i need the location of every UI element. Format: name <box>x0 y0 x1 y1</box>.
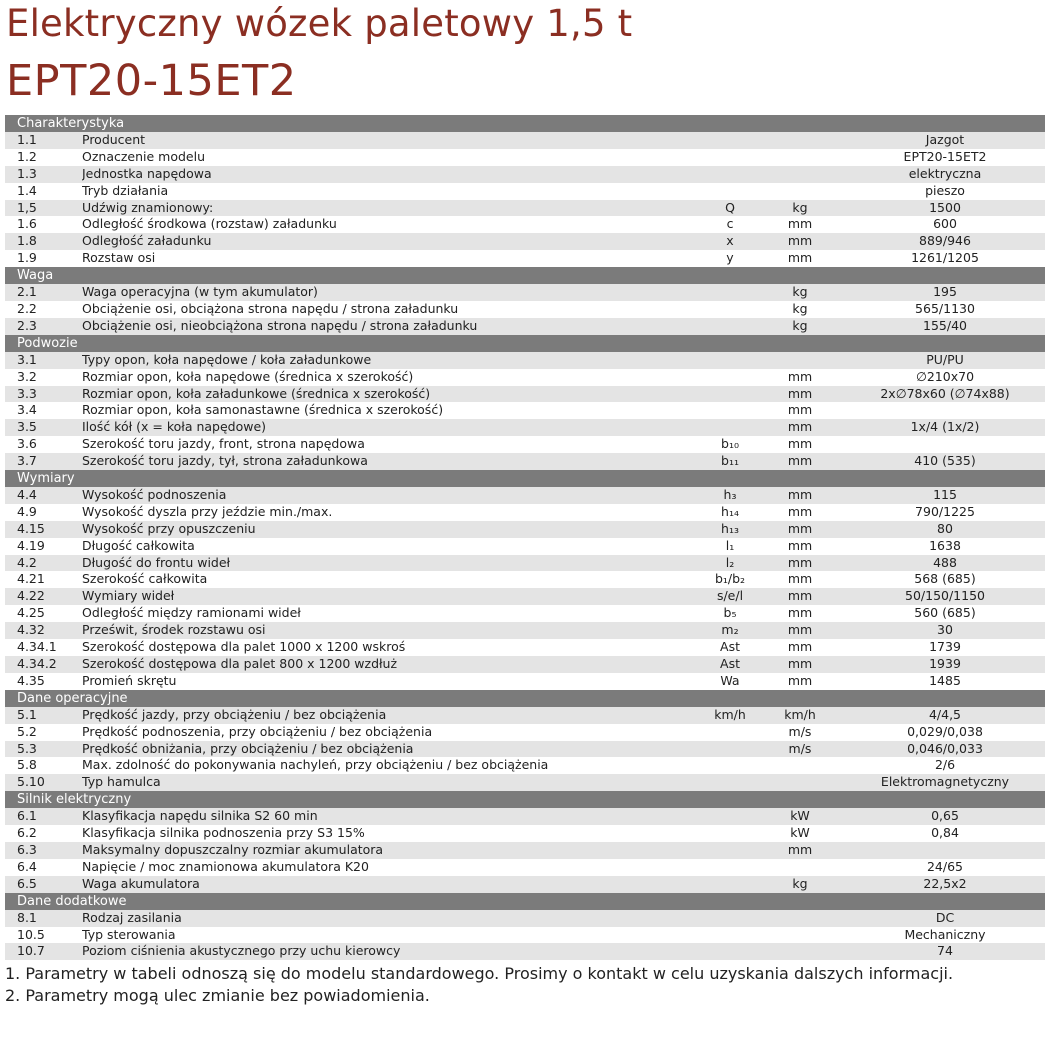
row-value: 568 (685) <box>914 571 976 587</box>
row-description: Rozmiar opon, koła napędowe (średnica x szerokość) <box>82 368 414 384</box>
row-description: Długość do frontu wideł <box>82 554 231 570</box>
row-value: 155/40 <box>923 317 967 333</box>
row-number: 3.1 <box>17 351 37 367</box>
table-row <box>5 284 1045 301</box>
row-value: 790/1225 <box>915 503 975 519</box>
row-number: 4.21 <box>17 571 45 587</box>
row-value: 1939 <box>929 655 961 671</box>
table-row <box>5 369 1045 386</box>
footnotes <box>5 963 1035 1007</box>
row-number: 4.2 <box>17 554 37 570</box>
table-row <box>5 741 1045 758</box>
page-title: Elektryczny wózek paletowy 1,5 t <box>6 2 633 45</box>
table-row <box>5 538 1045 555</box>
spec-table <box>5 115 1045 960</box>
row-number: 10.7 <box>17 943 45 959</box>
row-unit: mm <box>787 672 813 688</box>
row-number: 4.34.1 <box>17 639 57 655</box>
row-description: Tryb działania <box>82 182 169 198</box>
row-unit: kW <box>790 825 810 841</box>
row-number: 6.1 <box>17 808 37 824</box>
row-number: 6.3 <box>17 841 37 857</box>
row-description: Prędkość podnoszenia, przy obciążeniu / bez obciążenia <box>82 723 433 739</box>
row-description: Długość całkowita <box>82 537 195 553</box>
row-symbol: h₃ <box>723 487 737 503</box>
section-label: Dane operacyjne <box>17 690 128 706</box>
row-value: 24/65 <box>926 858 964 874</box>
row-number: 2.2 <box>17 301 37 317</box>
row-value: 1638 <box>929 537 961 553</box>
table-row <box>5 453 1045 470</box>
row-description: Prześwit, środek rozstawu osi <box>82 622 266 638</box>
row-symbol: y <box>726 250 734 266</box>
row-symbol: Ast <box>720 639 740 655</box>
row-value: elektryczna <box>908 165 982 181</box>
row-unit: kg <box>792 284 808 300</box>
row-number: 4.22 <box>17 588 45 604</box>
row-number: 5.2 <box>17 723 37 739</box>
row-unit: m/s <box>788 740 812 756</box>
section-label: Wymiary <box>17 471 75 487</box>
row-value: 30 <box>937 622 953 638</box>
section-header <box>5 893 1045 910</box>
row-unit: mm <box>787 487 813 503</box>
row-description: Wysokość podnoszenia <box>82 487 227 503</box>
row-number: 4.32 <box>17 622 45 638</box>
row-unit: mm <box>787 639 813 655</box>
table-row <box>5 419 1045 436</box>
table-row <box>5 183 1045 200</box>
row-value: Elektromagnetyczny <box>880 774 1010 790</box>
row-description: Rozmiar opon, koła załadunkowe (średnica x szerokość) <box>82 385 431 401</box>
row-value: 1500 <box>929 199 961 215</box>
section-label: Dane dodatkowe <box>17 893 127 909</box>
row-unit: km/h <box>784 706 816 722</box>
section-label: Silnik elektryczny <box>17 792 132 808</box>
table-row <box>5 774 1045 791</box>
table-row <box>5 656 1045 673</box>
row-description: Typ sterowania <box>82 926 176 942</box>
row-description: Waga operacyjna (w tym akumulator) <box>82 284 318 300</box>
table-row <box>5 301 1045 318</box>
table-row <box>5 352 1045 369</box>
row-value: 4/4,5 <box>928 706 962 722</box>
row-number: 1.4 <box>17 182 37 198</box>
table-row <box>5 910 1045 927</box>
row-unit: mm <box>787 503 813 519</box>
row-description: Jednostka napędowa <box>82 165 212 181</box>
table-row <box>5 216 1045 233</box>
row-symbol: b₅ <box>723 605 737 621</box>
row-value: 50/150/1150 <box>905 588 985 604</box>
row-number: 1,5 <box>17 199 37 215</box>
table-row <box>5 250 1045 267</box>
row-symbol: x <box>726 233 734 249</box>
row-symbol: l₁ <box>725 537 735 553</box>
row-unit: kg <box>792 875 808 891</box>
row-value: PU/PU <box>926 351 964 367</box>
table-row <box>5 757 1045 774</box>
row-unit: kg <box>792 301 808 317</box>
row-symbol: h₁₃ <box>721 520 739 536</box>
section-header <box>5 791 1045 808</box>
row-value: EPT20-15ET2 <box>903 148 987 164</box>
row-value: Mechaniczny <box>904 926 986 942</box>
row-value: 0,65 <box>931 808 959 824</box>
table-row <box>5 487 1045 504</box>
row-number: 1.6 <box>17 216 37 232</box>
row-symbol: b₁₁ <box>721 453 739 469</box>
row-unit: mm <box>787 453 813 469</box>
row-value: 2x∅78x60 (∅74x88) <box>880 385 1010 401</box>
row-description: Wysokość przy opuszczeniu <box>82 520 256 536</box>
row-description: Obciążenie osi, nieobciążona strona napędu / strona załadunku <box>82 317 478 333</box>
row-symbol: l₂ <box>725 554 735 570</box>
row-value: 1485 <box>929 672 961 688</box>
table-row <box>5 859 1045 876</box>
row-unit: mm <box>787 537 813 553</box>
table-row <box>5 605 1045 622</box>
row-value: 600 <box>933 216 957 232</box>
table-row <box>5 200 1045 217</box>
section-label: Charakterystyka <box>17 116 125 131</box>
row-number: 4.15 <box>17 520 45 536</box>
row-number: 4.4 <box>17 487 37 503</box>
row-description: Producent <box>82 132 146 147</box>
row-unit: mm <box>787 419 813 435</box>
model-title: EPT20-15ET2 <box>6 56 297 106</box>
row-unit: mm <box>787 402 813 418</box>
row-symbol: m₂ <box>721 622 739 638</box>
row-number: 1.2 <box>17 148 37 164</box>
table-row <box>5 318 1045 335</box>
table-row <box>5 673 1045 690</box>
row-number: 3.6 <box>17 436 37 452</box>
row-symbol: b₁/b₂ <box>714 571 746 587</box>
table-row <box>5 876 1045 893</box>
row-symbol: s/e/l <box>716 588 744 604</box>
row-description: Rozstaw osi <box>82 250 156 266</box>
row-description: Klasyfikacja silnika podnoszenia przy S3 15% <box>82 825 365 841</box>
section-header <box>5 335 1045 352</box>
row-value: DC <box>935 909 955 925</box>
row-description: Max. zdolność do pokonywania nachyleń, przy obciążeniu / bez obciążenia <box>82 757 549 773</box>
row-value: pieszo <box>925 182 965 198</box>
table-row <box>5 402 1045 419</box>
row-unit: mm <box>787 216 813 232</box>
row-number: 6.2 <box>17 825 37 841</box>
row-unit: mm <box>787 233 813 249</box>
row-description: Typ hamulca <box>82 774 161 790</box>
footnote: 1. Parametry w tabeli odnoszą się do modelu standardowego. Prosimy o kontakt w celu uzyskania dalszych informacji. <box>5 964 954 983</box>
row-number: 4.25 <box>17 605 45 621</box>
row-symbol: h₁₄ <box>721 503 739 519</box>
row-symbol: c <box>726 216 734 232</box>
row-number: 5.8 <box>17 757 37 773</box>
row-description: Typy opon, koła napędowe / koła załadunkowe <box>82 351 372 367</box>
row-number: 3.4 <box>17 402 37 418</box>
footnote: 2. Parametry mogą ulec zmianie bez powiadomienia. <box>5 986 430 1005</box>
row-value: 115 <box>933 487 957 503</box>
table-row <box>5 166 1045 183</box>
row-number: 5.1 <box>17 706 37 722</box>
section-header <box>5 115 1045 132</box>
table-row <box>5 233 1045 250</box>
row-symbol: Wa <box>720 672 740 688</box>
row-symbol: km/h <box>714 706 746 722</box>
table-row <box>5 842 1045 859</box>
row-unit: mm <box>787 588 813 604</box>
table-row <box>5 808 1045 825</box>
row-description: Obciążenie osi, obciążona strona napędu / strona załadunku <box>82 301 459 317</box>
row-value: 1739 <box>929 639 961 655</box>
table-row <box>5 436 1045 453</box>
table-row <box>5 521 1045 538</box>
row-description: Prędkość jazdy, przy obciążeniu / bez obciążenia <box>82 706 387 722</box>
table-row <box>5 943 1045 960</box>
row-number: 10.5 <box>17 926 45 942</box>
row-number: 1.3 <box>17 165 37 181</box>
row-number: 4.35 <box>17 672 45 688</box>
row-number: 2.1 <box>17 284 37 300</box>
row-description: Szerokość dostępowa dla palet 1000 x 1200 wskroś <box>82 639 406 655</box>
row-value: 0,029/0,038 <box>907 723 983 739</box>
row-value: 889/946 <box>919 233 971 249</box>
table-row <box>5 825 1045 842</box>
row-description: Odległość środkowa (rozstaw) załadunku <box>82 216 337 232</box>
row-unit: mm <box>787 368 813 384</box>
row-unit: mm <box>787 655 813 671</box>
row-description: Szerokość dostępowa dla palet 800 x 1200 wzdłuż <box>82 655 398 671</box>
row-description: Napięcie / moc znamionowa akumulatora K20 <box>82 858 369 874</box>
table-row <box>5 639 1045 656</box>
row-unit: m/s <box>788 723 812 739</box>
row-number: 5.10 <box>17 774 45 790</box>
table-row <box>5 707 1045 724</box>
row-symbol: b₁₀ <box>721 436 739 452</box>
row-description: Szerokość toru jazdy, front, strona napędowa <box>82 436 365 452</box>
row-description: Rodzaj zasilania <box>82 909 182 925</box>
row-value: 195 <box>933 284 957 300</box>
table-row <box>5 132 1045 149</box>
row-description: Rozmiar opon, koła samonastawne (średnica x szerokość) <box>82 402 444 418</box>
row-description: Wysokość dyszla przy jeździe min./max. <box>82 503 333 519</box>
table-row <box>5 724 1045 741</box>
section-header <box>5 267 1045 284</box>
row-description: Szerokość całkowita <box>82 571 208 587</box>
row-value: 2/6 <box>934 757 956 773</box>
row-unit: kg <box>792 317 808 333</box>
row-value: 74 <box>937 943 953 959</box>
table-row <box>5 571 1045 588</box>
table-row <box>5 555 1045 572</box>
row-unit: mm <box>787 841 813 857</box>
row-unit: mm <box>787 250 813 266</box>
row-number: 1.1 <box>17 132 37 147</box>
row-number: 6.5 <box>17 875 37 891</box>
row-number: 3.5 <box>17 419 37 435</box>
row-description: Maksymalny dopuszczalny rozmiar akumulatora <box>82 841 384 857</box>
row-value: 565/1130 <box>915 301 975 317</box>
row-number: 4.19 <box>17 537 45 553</box>
row-number: 4.9 <box>17 503 37 519</box>
row-value: 80 <box>937 520 953 536</box>
row-description: Waga akumulatora <box>82 875 200 891</box>
table-row <box>5 588 1045 605</box>
row-number: 4.34.2 <box>17 655 57 671</box>
row-description: Szerokość toru jazdy, tył, strona załadunkowa <box>82 453 368 469</box>
row-value: 1261/1205 <box>911 250 979 266</box>
row-description: Ilość kół (x = koła napędowe) <box>82 419 267 435</box>
row-value: 560 (685) <box>914 605 976 621</box>
row-unit: kW <box>790 808 810 824</box>
table-row <box>5 927 1045 944</box>
row-description: Udźwig znamionowy: <box>82 199 214 215</box>
section-label: Waga <box>17 268 54 284</box>
row-unit: mm <box>787 520 813 536</box>
row-number: 6.4 <box>17 858 37 874</box>
row-unit: mm <box>787 436 813 452</box>
section-header <box>5 690 1045 707</box>
row-number: 1.9 <box>17 250 37 266</box>
row-description: Poziom ciśnienia akustycznego przy uchu kierowcy <box>82 943 401 959</box>
row-number: 3.2 <box>17 368 37 384</box>
row-unit: mm <box>787 554 813 570</box>
row-number: 3.7 <box>17 453 37 469</box>
section-header <box>5 470 1045 487</box>
section-label: Podwozie <box>17 335 78 351</box>
row-unit: kg <box>792 199 808 215</box>
row-description: Klasyfikacja napędu silnika S2 60 min <box>82 808 318 824</box>
row-symbol: Ast <box>720 655 740 671</box>
row-number: 5.3 <box>17 740 37 756</box>
row-value: Jazgot <box>925 132 965 147</box>
row-description: Wymiary wideł <box>82 588 175 604</box>
row-description: Odległość załadunku <box>82 233 212 249</box>
row-value: 0,84 <box>931 825 959 841</box>
row-number: 3.3 <box>17 385 37 401</box>
table-row <box>5 504 1045 521</box>
table-row <box>5 386 1045 403</box>
row-description: Odległość między ramionami wideł <box>82 605 301 621</box>
row-unit: mm <box>787 605 813 621</box>
row-symbol: Q <box>725 199 735 215</box>
row-description: Oznaczenie modelu <box>82 148 206 164</box>
row-value: 488 <box>933 554 957 570</box>
row-value: 1x/4 (1x/2) <box>910 419 980 435</box>
row-unit: mm <box>787 571 813 587</box>
row-value: ∅210x70 <box>915 368 975 384</box>
row-number: 1.8 <box>17 233 37 249</box>
row-unit: mm <box>787 622 813 638</box>
row-number: 8.1 <box>17 909 37 925</box>
row-value: 22,5x2 <box>923 875 967 891</box>
row-unit: mm <box>787 385 813 401</box>
row-value: 410 (535) <box>914 453 976 469</box>
table-row <box>5 622 1045 639</box>
row-number: 2.3 <box>17 317 37 333</box>
table-row <box>5 149 1045 166</box>
row-description: Promień skrętu <box>82 672 177 688</box>
row-description: Prędkość obniżania, przy obciążeniu / bez obciążenia <box>82 740 414 756</box>
row-value: 0,046/0,033 <box>907 740 983 756</box>
